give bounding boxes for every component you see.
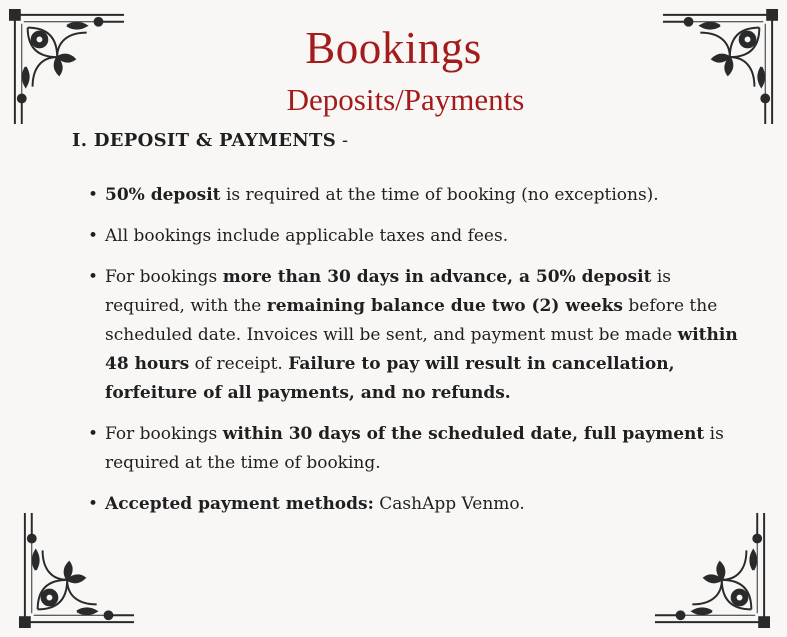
bullet-icon: • bbox=[88, 226, 99, 246]
page-subtitle: Deposits/Payments bbox=[286, 82, 525, 117]
list-item-text: remaining balance due two (2) weeks bbox=[266, 296, 623, 316]
list-item-text: is required, with the bbox=[105, 267, 672, 316]
bullet-icon: • bbox=[88, 494, 99, 514]
bullet-icon: • bbox=[88, 267, 99, 287]
list-item-text: within 30 days of the scheduled date, full payment bbox=[222, 424, 705, 444]
list-item-text: more than 30 days in advance, a 50% deposit bbox=[222, 267, 652, 287]
list-item-text: For bookings bbox=[105, 424, 223, 444]
bullet-icon: • bbox=[88, 185, 99, 205]
section-heading bbox=[72, 128, 348, 154]
list-item-text: within 48 hours bbox=[105, 325, 738, 374]
page-title: Bookings bbox=[305, 23, 482, 73]
list-item-text: For bookings bbox=[105, 267, 223, 287]
section-heading-bold: I. DEPOSIT & PAYMENTS bbox=[72, 130, 337, 151]
bullet-icon: • bbox=[88, 424, 99, 444]
list-item-text: of receipt. bbox=[189, 354, 289, 374]
list-item-text: 50% deposit bbox=[105, 185, 221, 205]
list-item bbox=[83, 420, 753, 478]
list-item-text: Accepted payment methods: bbox=[105, 494, 374, 514]
list-item bbox=[83, 263, 753, 408]
list-item bbox=[83, 181, 753, 210]
section-heading-rest: - bbox=[336, 130, 349, 151]
list-item-text: is required at the time of booking. bbox=[105, 424, 724, 473]
list-item-text: before the scheduled date. Invoices will be sent, and payment must be made bbox=[105, 296, 718, 345]
list-item bbox=[83, 222, 753, 251]
list-item-text: is required at the time of booking (no exceptions). bbox=[220, 185, 659, 205]
list-item bbox=[83, 490, 753, 519]
list-item-text: All bookings include applicable taxes and fees. bbox=[105, 226, 509, 246]
policy-list bbox=[83, 181, 753, 531]
list-item-text: CashApp Venmo. bbox=[373, 494, 525, 514]
list-item-text: Failure to pay will result in cancellation, forfeiture of all payments, and no refunds. bbox=[105, 354, 675, 403]
